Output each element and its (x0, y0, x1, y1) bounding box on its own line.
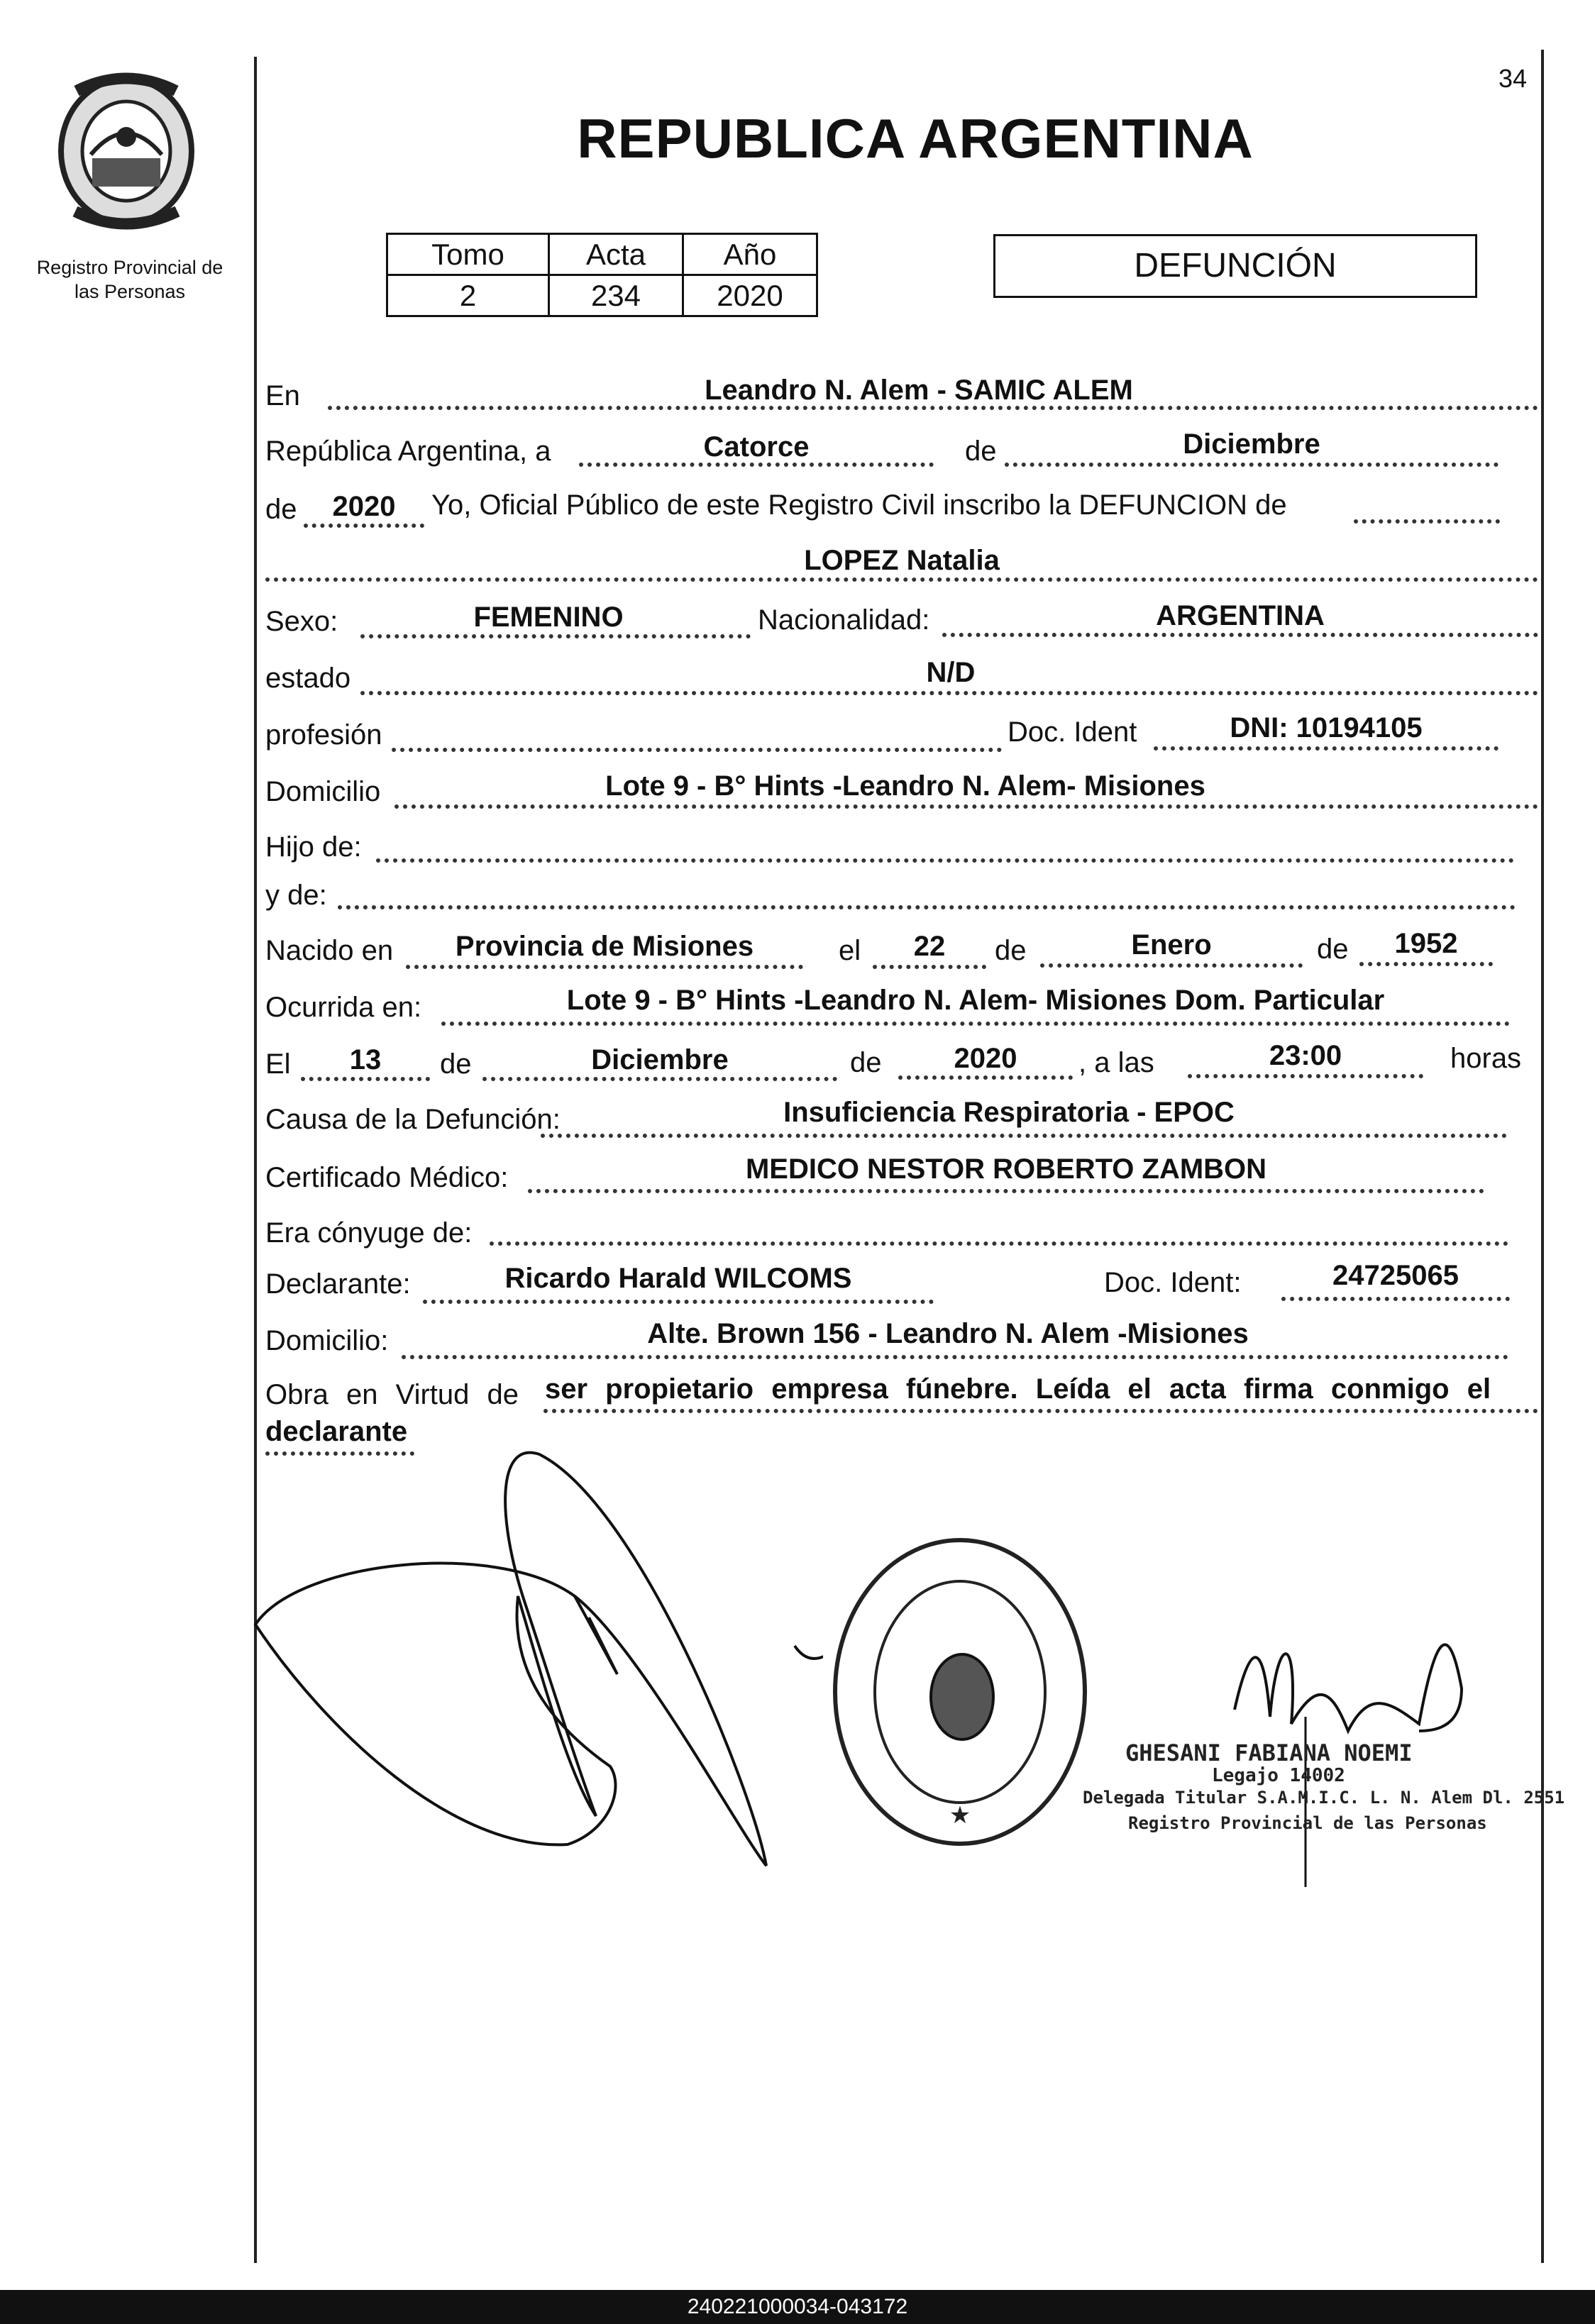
registry-caption-line2: las Personas (74, 281, 186, 302)
volume-table-value-row (387, 275, 817, 316)
page-title: REPUBLICA ARGENTINA (577, 107, 1254, 170)
doc-ident2-label: Doc. Ident: (1104, 1267, 1242, 1298)
de-label-6: de (850, 1047, 882, 1078)
estado-value: N/D (926, 657, 976, 688)
nacido-dia-dotted-line (873, 965, 986, 969)
day-words-value: Catorce (703, 431, 810, 463)
sexo-label: Sexo: (265, 606, 338, 637)
muerte-mes-value: Diciembre (591, 1044, 729, 1075)
declarante-dotted-line (423, 1300, 934, 1304)
declarant-signature (241, 1433, 823, 1873)
svg-text:★: ★ (949, 1801, 971, 1830)
y-de-dotted-line (338, 905, 1516, 909)
official-signature (1206, 1589, 1504, 1887)
nacido-anio-dotted-line (1359, 962, 1493, 966)
name-dotted-line (265, 577, 1538, 582)
nacido-lugar-value: Provincia de Misiones (455, 931, 754, 962)
right-margin-line (1541, 50, 1544, 2263)
declarante-domicilio-value: Alte. Brown 156 - Leandro N. Alem -Misiones (647, 1318, 1249, 1349)
declarante-doc-dotted-line (1281, 1297, 1510, 1301)
year-value: 2020 (332, 491, 396, 522)
registry-oval-stamp (829, 1532, 1091, 1852)
profesion-dotted-line (392, 748, 1002, 752)
stamp-inner-text (837, 1518, 838, 1519)
year-dotted-line (304, 524, 424, 528)
de-label-2: de (265, 494, 297, 525)
nacido-dia-value: 22 (913, 931, 946, 962)
muerte-anio-value: 2020 (954, 1043, 1017, 1074)
volume-table (386, 233, 818, 317)
volume-header-acta: Acta (549, 234, 683, 275)
doc-ident-label: Doc. Ident (1008, 716, 1137, 748)
ocurrida-label: Ocurrida en: (265, 992, 422, 1023)
republica-label: República Argentina, a (265, 436, 551, 467)
month-dotted-line (1005, 463, 1499, 467)
volume-table-header-row (387, 234, 817, 275)
left-margin-line (254, 57, 257, 2263)
volume-header-anio: Año (683, 234, 817, 275)
hora-value: 23:00 (1269, 1040, 1342, 1071)
el-cap-label: El (265, 1048, 291, 1080)
sexo-value: FEMENINO (473, 602, 624, 633)
domicilio-dotted-line (394, 804, 1538, 809)
doc-ident-value: DNI: 10194105 (1230, 712, 1423, 743)
record-type-box: DEFUNCIÓN (993, 234, 1477, 298)
ocurrida-value: Lote 9 - B° Hints -Leandro N. Alem- Misiones Dom. Particular (566, 985, 1385, 1016)
yo-text: Yo, Oficial Público de este Registro Civil inscribo la DEFUNCION de (431, 489, 1287, 521)
estado-label: estado (265, 663, 351, 694)
nacionalidad-label: Nacionalidad: (758, 604, 930, 636)
estado-dotted-line (360, 691, 1538, 695)
declarante-value: Ricardo Harald WILCOMS (504, 1263, 852, 1294)
official-stamp-line3: Delegada Titular S.A.M.I.C. L. N. Alem Dl. 2551 (1083, 1788, 1565, 1808)
muerte-dia-dotted-line (301, 1077, 430, 1081)
de-label-4: de (1317, 934, 1349, 965)
declarante-label: Declarante: (265, 1268, 411, 1300)
deceased-name-value: LOPEZ Natalia (804, 545, 1000, 576)
de-label-5: de (440, 1048, 472, 1080)
footer-code: 240221000034-043172 (0, 2290, 1595, 2324)
de-label-1: de (965, 436, 997, 467)
horas-label: horas (1450, 1043, 1522, 1074)
month-value: Diciembre (1183, 428, 1320, 460)
yo-dotted-line (1354, 519, 1500, 524)
domicilio-value: Lote 9 - B° Hints -Leandro N. Alem- Misiones (605, 770, 1205, 802)
obra-label: Obra en Virtud de (265, 1379, 519, 1410)
domicilio-label: Domicilio (265, 776, 381, 807)
muerte-mes-dotted-line (482, 1077, 837, 1081)
muerte-anio-dotted-line (898, 1075, 1073, 1080)
domicilio2-dotted-line (402, 1355, 1508, 1359)
causa-dotted-line (541, 1134, 1507, 1138)
causa-value: Insuficiencia Respiratoria - EPOC (783, 1097, 1235, 1128)
nacido-mes-dotted-line (1040, 963, 1303, 968)
a-las-label: , a las (1078, 1047, 1154, 1078)
volume-value-tomo: 2 (387, 275, 549, 316)
conyuge-dotted-line (490, 1241, 1508, 1246)
en-label: En (265, 380, 300, 411)
place-value: Leandro N. Alem - SAMIC ALEM (705, 375, 1133, 406)
hora-dotted-line (1188, 1074, 1423, 1078)
obra-dotted-line (543, 1409, 1538, 1413)
de-label-3: de (995, 935, 1027, 966)
hijo-dotted-line (376, 858, 1514, 863)
y-de-label: y de: (265, 880, 327, 911)
causa-label: Causa de la Defunción: (265, 1104, 561, 1135)
nacido-label: Nacido en (265, 935, 394, 966)
registry-caption-line1: Registro Provincial de (36, 257, 223, 278)
nacido-lugar-dotted-line (406, 965, 803, 969)
muerte-dia-value: 13 (349, 1044, 382, 1075)
declarante-doc-value: 24725065 (1332, 1260, 1459, 1291)
hijo-label: Hijo de: (265, 831, 362, 863)
volume-value-acta: 234 (549, 275, 683, 316)
sexo-dotted-line (360, 634, 751, 638)
certificado-value: MEDICO NESTOR ROBERTO ZAMBON (745, 1153, 1267, 1185)
certificado-label: Certificado Médico: (265, 1162, 509, 1193)
volume-header-tomo: Tomo (387, 234, 549, 275)
registry-caption (17, 255, 243, 304)
ocurrida-dotted-line (441, 1022, 1510, 1026)
conyuge-label: Era cónyuge de: (265, 1217, 473, 1249)
nacido-mes-value: Enero (1131, 929, 1212, 961)
nacionalidad-dotted-line (942, 633, 1538, 637)
doc-ident-dotted-line (1154, 746, 1499, 751)
el-label: el (839, 935, 861, 966)
profesion-label: profesión (265, 719, 382, 751)
official-stamp-line4: Registro Provincial de las Personas (1128, 1813, 1487, 1833)
volume-value-anio: 2020 (683, 275, 817, 316)
official-stamp-line1: GHESANI FABIANA NOEMI (1125, 1739, 1413, 1766)
official-stamp-line2: Legajo 14002 (1212, 1765, 1345, 1786)
nacido-anio-value: 1952 (1394, 928, 1458, 959)
province-seal-logo (48, 70, 204, 233)
nacionalidad-value: ARGENTINA (1156, 600, 1325, 631)
domicilio2-label: Domicilio: (265, 1325, 389, 1356)
certificado-dotted-line (528, 1189, 1484, 1193)
page-number: 34 (1499, 64, 1528, 93)
obra-value-2: declarante (265, 1416, 408, 1447)
obra-value: ser propietario empresa fúnebre. Leída el acta firma conmigo el (545, 1373, 1491, 1405)
